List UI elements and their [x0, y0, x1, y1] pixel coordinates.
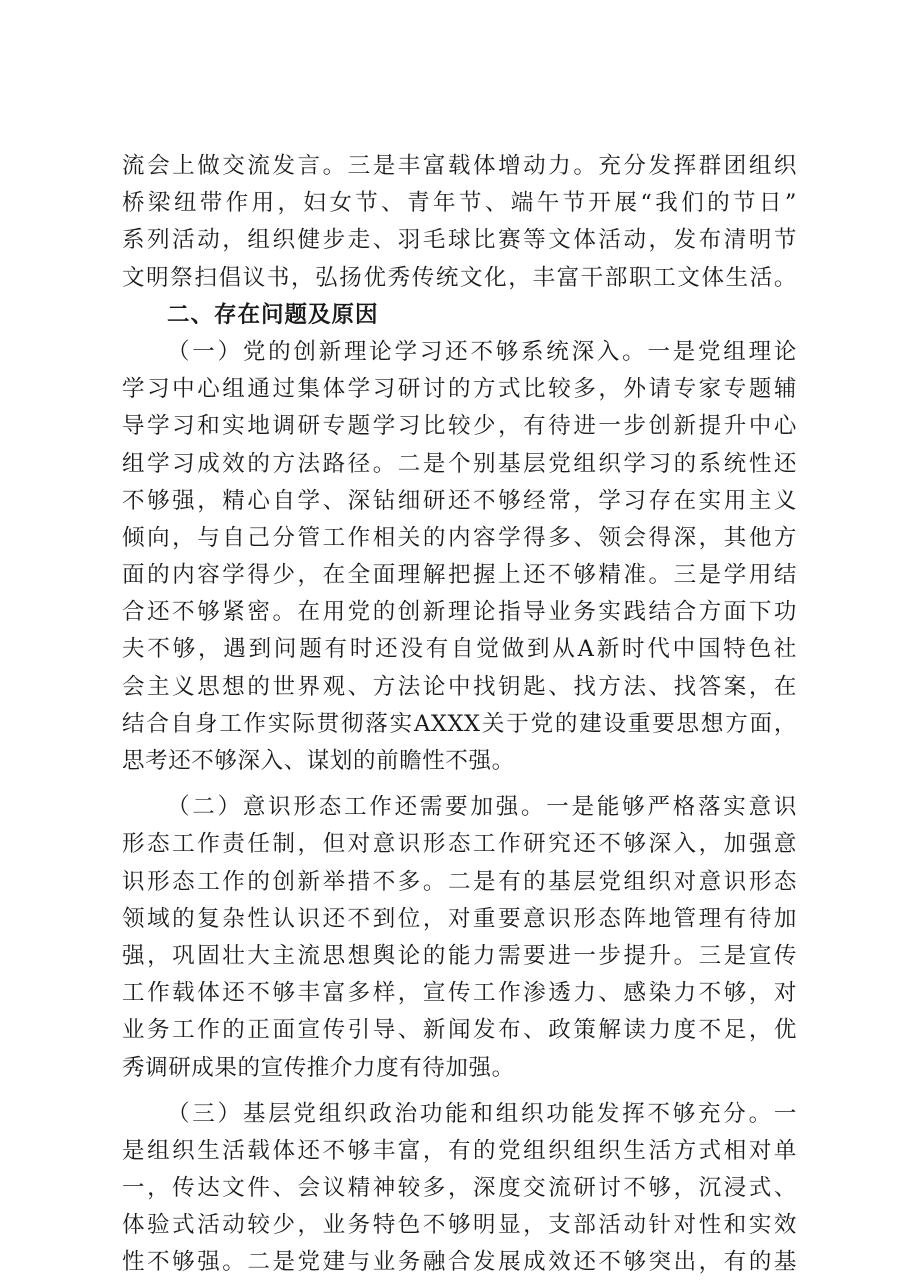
- text-line: （三）基层党组织政治功能和组织功能发挥不够充分。一: [167, 1100, 797, 1127]
- text-line: 学习中心组通过集体学习研讨的方式比较多，外请专家专题辅: [122, 376, 797, 403]
- text-line: 夫不够，遇到问题有时还没有自觉做到从A新时代中国特色社: [122, 636, 797, 663]
- paragraph-spacer: [122, 1087, 797, 1096]
- paragraph-theory-study: [122, 334, 797, 780]
- text-line: 组学习成效的方法路径。二是个别基层党组织学习的系统性还: [122, 450, 797, 477]
- intro-paragraph: [122, 148, 797, 297]
- text-line: 文明祭扫倡议书，弘扬优秀传统文化，丰富干部职工文体生活。: [122, 264, 797, 291]
- text-line: 流会上做交流发言。三是丰富载体增动力。充分发挥群团组织: [122, 153, 797, 179]
- text-line: 结合自身工作实际贯彻落实AXXX关于党的建设重要思想方面，: [122, 710, 797, 737]
- text-line: 形态工作责任制，但对意识形态工作研究还不够深入，加强意: [122, 831, 797, 858]
- text-line: 桥梁纽带作用，妇女节、青年节、端午节开展“我们的节日”: [122, 190, 797, 217]
- text-line: 性不够强。二是党建与业务融合发展成效还不够突出，有的基: [122, 1249, 797, 1276]
- text-line: 会主义思想的世界观、方法论中找钥匙、找方法、找答案，在: [122, 673, 797, 700]
- text-line: 秀调研成果的宣传推介力度有待加强。: [122, 1054, 515, 1081]
- paragraph-grassroots-organization: [122, 1096, 797, 1282]
- text-line: 合还不够紧密。在用党的创新理论指导业务实践结合方面下功: [122, 599, 797, 626]
- text-line: 领域的复杂性认识还不到位，对重要意识形态阵地管理有待加: [122, 905, 797, 932]
- text-line: 工作载体还不够丰富多样，宣传工作渗透力、感染力不够，对: [122, 980, 797, 1007]
- paragraph-spacer: [122, 780, 797, 789]
- text-line: 识形态工作的创新举措不多。二是有的基层党组织对意识形态: [122, 868, 797, 895]
- text-line: （二）意识形态工作还需要加强。一是能够严格落实意识: [167, 794, 797, 821]
- text-line: 一，传达文件、会议精神较多，深度交流研讨不够，沉浸式、: [122, 1175, 797, 1202]
- text-line: 系列活动，组织健步走、羽毛球比赛等文体活动，发布清明节: [122, 227, 797, 254]
- text-line: 是组织生活载体还不够丰富，有的党组织组织生活方式相对单: [122, 1137, 797, 1164]
- text-line: 面的内容学得少，在全面理解把握上还不够精准。三是学用结: [122, 562, 797, 589]
- text-line: （一）党的创新理论学习还不够系统深入。一是党组理论: [167, 338, 797, 365]
- text-line: 体验式活动较少，业务特色不够明显，支部活动针对性和实效: [122, 1212, 797, 1239]
- text-line: 业务工作的正面宣传引导、新闻发布、政策解读力度不足，优: [122, 1017, 797, 1044]
- text-line: 强，巩固壮大主流思想舆论的能力需要进一步提升。三是宣传: [122, 942, 797, 969]
- text-line: 思考还不够深入、谋划的前瞻性不强。: [122, 748, 515, 774]
- text-line: 不够强，精心自学、深钻细研还不够经常，学习存在实用主义: [122, 487, 797, 514]
- section-heading: 二、存在问题及原因: [167, 301, 379, 328]
- text-line: 倾向，与自己分管工作相关的内容学得多、领会得深，其他方: [122, 524, 797, 551]
- document-body: [122, 148, 797, 1282]
- text-line: 导学习和实地调研专题学习比较少，有待进一步创新提升中心: [122, 413, 797, 440]
- paragraph-ideology-work: [122, 789, 797, 1087]
